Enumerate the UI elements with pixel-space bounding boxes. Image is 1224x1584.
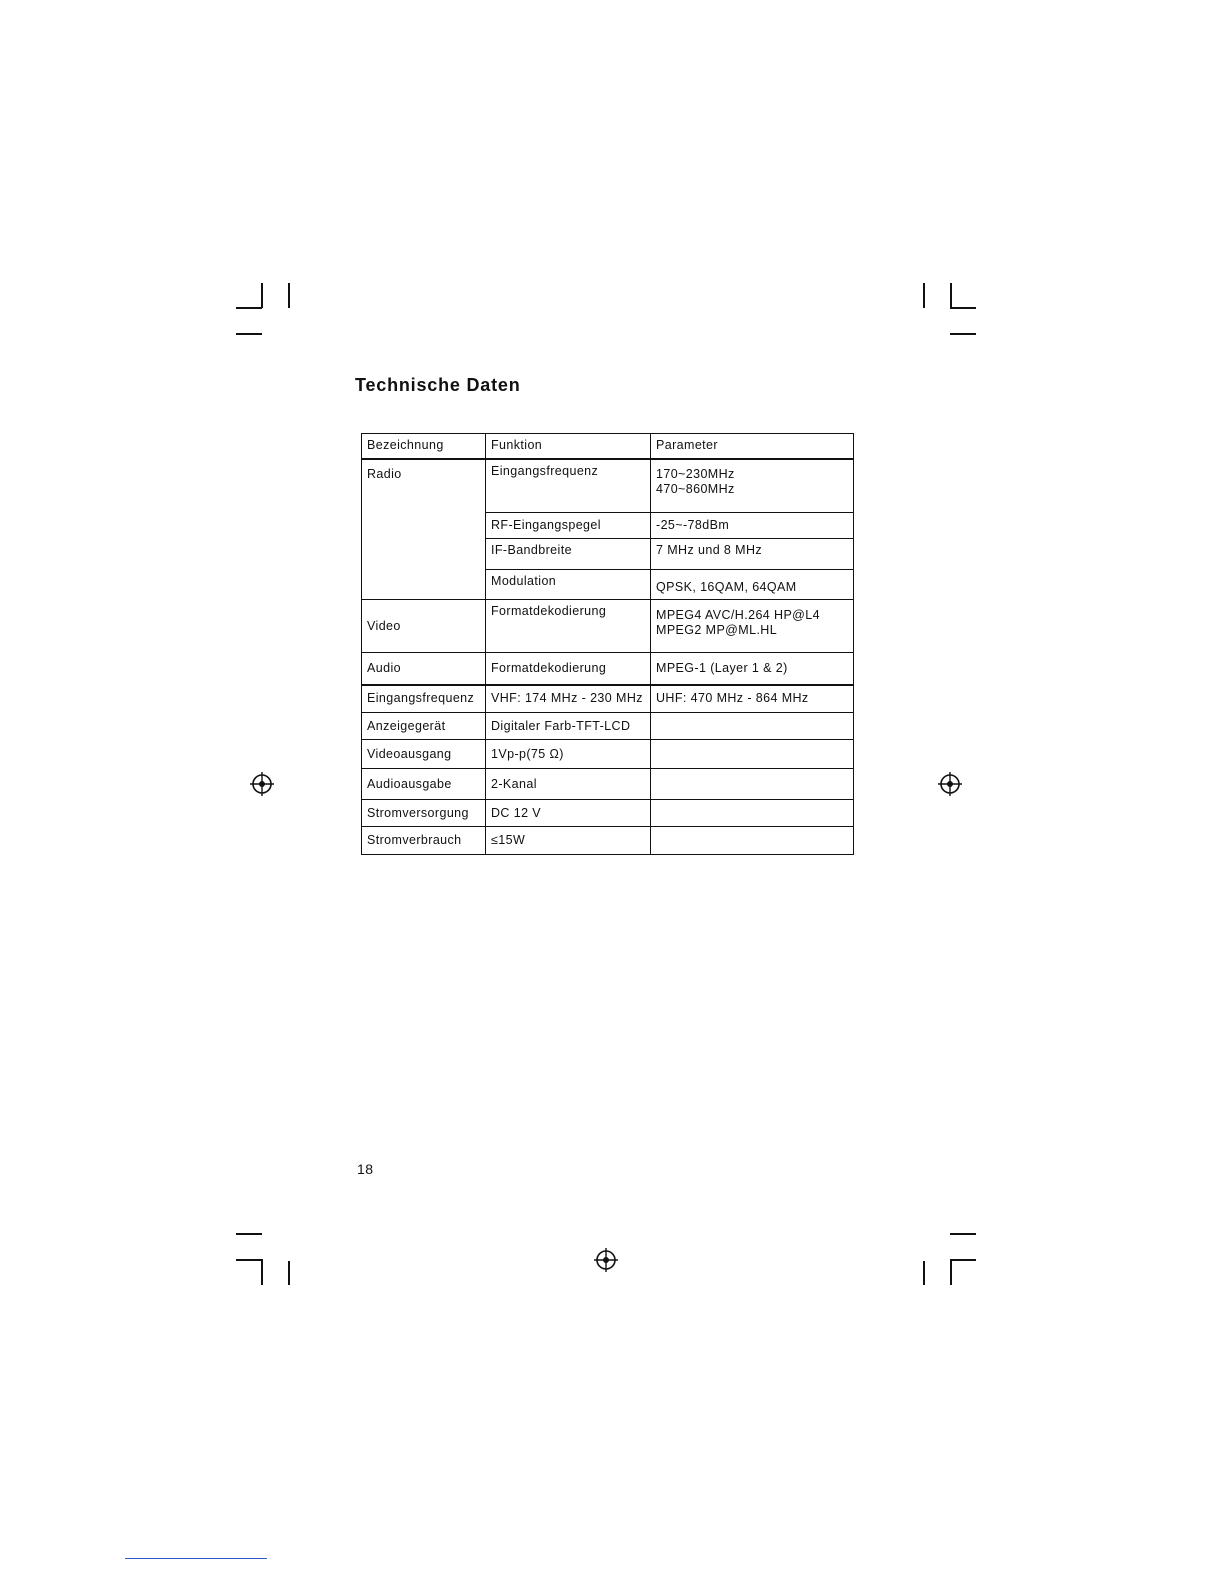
crop-mark-bottom-left-h	[236, 1259, 262, 1261]
registration-mark-icon	[937, 771, 963, 797]
row-parameter-cell	[651, 740, 854, 769]
row-bezeichnung-cell: Anzeigegerät	[362, 713, 486, 740]
video-funktion-cell: Formatdekodierung	[486, 600, 651, 653]
row-bezeichnung-cell: Stromverbrauch	[362, 827, 486, 855]
row-parameter-cell	[651, 800, 854, 827]
radio-label-text: Radio	[367, 466, 402, 481]
row-parameter-cell	[651, 769, 854, 800]
footer-rule	[125, 1558, 267, 1559]
table-row	[362, 827, 854, 855]
row-funktion-cell: Digitaler Farb-TFT-LCD	[486, 713, 651, 740]
radio-parameter-cell: 7 MHz und 8 MHz	[651, 539, 854, 570]
radio-funktion-cell: IF-Bandbreite	[486, 539, 651, 570]
row-funktion-cell: VHF: 174 MHz - 230 MHz	[486, 685, 651, 713]
crop-mark-bottom-right-h	[950, 1259, 976, 1261]
parameter-line: MPEG4 AVC/H.264 HP@L4	[656, 608, 820, 622]
radio-parameter-cell: QPSK, 16QAM, 64QAM	[651, 570, 854, 600]
row-bezeichnung-cell: Videoausgang	[362, 740, 486, 769]
spec-table	[361, 433, 854, 855]
parameter-line: MPEG2 MP@ML.HL	[656, 623, 778, 637]
page-title: Technische Daten	[355, 375, 521, 395]
crop-mark-top-right-v	[923, 283, 925, 308]
table-row	[362, 769, 854, 800]
registration-mark-icon	[249, 771, 275, 797]
video-parameter-cell	[651, 600, 854, 653]
radio-parameter-cell	[651, 459, 854, 513]
table-row	[362, 653, 854, 685]
crop-mark-top-right-h2	[950, 333, 976, 335]
table-row	[362, 713, 854, 740]
crop-mark-bottom-right-v	[950, 1259, 952, 1285]
row-bezeichnung-cell: Audioausgabe	[362, 769, 486, 800]
header-bezeichnung: Bezeichnung	[362, 434, 486, 459]
crop-mark-bottom-left-v2	[288, 1261, 290, 1285]
page-number: 18	[357, 1161, 374, 1177]
audio-label: Audio	[362, 653, 486, 685]
crop-mark-top-left-h	[236, 307, 262, 309]
parameter-line: 170~230MHz	[656, 466, 735, 481]
registration-mark-icon	[593, 1247, 619, 1273]
crop-mark-bottom-left-h2	[236, 1233, 262, 1235]
row-funktion-cell: 1Vp-p(75 Ω)	[486, 740, 651, 769]
row-parameter-cell	[651, 827, 854, 855]
row-funktion-cell: DC 12 V	[486, 800, 651, 827]
row-funktion-cell: ≤15W	[486, 827, 651, 855]
radio-funktion-cell: RF-Eingangspegel	[486, 513, 651, 539]
row-parameter-cell: UHF: 470 MHz - 864 MHz	[651, 685, 854, 713]
radio-parameter-cell: -25~-78dBm	[651, 513, 854, 539]
header-parameter: Parameter	[651, 434, 854, 459]
crop-mark-top-left-v	[261, 283, 263, 308]
audio-funktion-cell: Formatdekodierung	[486, 653, 651, 685]
audio-parameter-cell: MPEG-1 (Layer 1 & 2)	[651, 653, 854, 685]
table-row	[362, 685, 854, 713]
table-row	[362, 600, 854, 653]
table-row	[362, 459, 854, 513]
table-row	[362, 740, 854, 769]
row-bezeichnung-cell: Eingangsfrequenz	[362, 685, 486, 713]
radio-label	[362, 459, 486, 600]
radio-funktion-cell: Modulation	[486, 570, 651, 600]
crop-mark-top-left-v2	[288, 283, 290, 308]
crop-mark-top-right-v2	[950, 283, 952, 308]
table-row	[362, 800, 854, 827]
crop-mark-bottom-right-v2	[923, 1261, 925, 1285]
table-header-row	[362, 434, 854, 459]
parameter-line: 470~860MHz	[656, 481, 735, 496]
crop-mark-top-right-h	[950, 307, 976, 309]
row-parameter-cell	[651, 713, 854, 740]
crop-mark-top-left-h2	[236, 333, 262, 335]
radio-funktion-cell: Eingangsfrequenz	[486, 459, 651, 513]
crop-mark-bottom-right-h2	[950, 1233, 976, 1235]
crop-mark-bottom-left-v	[261, 1259, 263, 1285]
video-label: Video	[362, 600, 486, 653]
header-funktion: Funktion	[486, 434, 651, 459]
row-funktion-cell: 2-Kanal	[486, 769, 651, 800]
row-bezeichnung-cell: Stromversorgung	[362, 800, 486, 827]
